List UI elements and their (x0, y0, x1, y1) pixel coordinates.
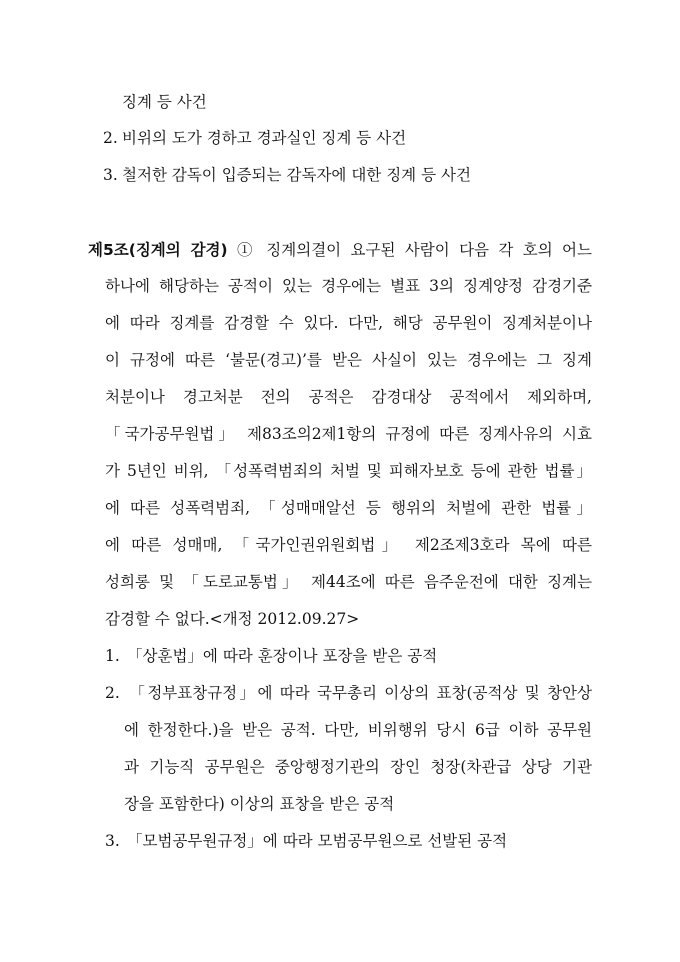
list-number: 1. (105, 647, 120, 665)
list-text: 「상훈법」에 따라 훈장이나 포장을 받은 공적 (127, 647, 438, 665)
article-line: 에 따른 성매매, 「국가인권위원회법」 제2조제3호라 목에 따른 (105, 536, 592, 554)
article-line: 처분이나 경고처분 전의 공적은 감경대상 공적에서 제외하며, (105, 388, 592, 406)
article-line: 에 따른 성폭력범죄, 「성매매알선 등 행위의 처벌에 관한 법률」 (105, 499, 592, 517)
list-number: 2. (103, 129, 118, 147)
list-text: 비위의 도가 경하고 경과실인 징계 등 사건 (122, 129, 407, 147)
list-item-continuation: 징계 등 사건 (122, 93, 207, 111)
list-number: 3. (103, 166, 118, 184)
article-line: 감경할 수 없다.<개정 2012.09.27> (105, 610, 360, 628)
list-number: 3. (105, 832, 120, 850)
article-line: 에 따라 징계를 감경할 수 있다. 다만, 해당 공무원이 징계처분이나 (105, 314, 592, 332)
list-item (105, 683, 592, 703)
article-title: 제5조(징계의 감경) (88, 241, 228, 259)
list-item-continuation: 과 기능직 공무원은 중앙행정기관의 장인 청장(차관급 상당 기관 (124, 758, 592, 776)
article-line: 성희롱 및 「도로교통법」 제44조에 따른 음주운전에 대한 징계는 (105, 573, 592, 591)
article-line: 하나에 해당하는 공적이 있는 경우에는 별표 3의 징계양정 감경기준 (105, 277, 592, 295)
article-line: 「국가공무원법」 제83조의2제1항의 규정에 따른 징계사유의 시효 (105, 425, 592, 443)
article-line: 가 5년인 비위, 「성폭력범죄의 처벌 및 피해자보호 등에 관한 법률」 (105, 462, 592, 480)
list-item-continuation: 에 한정한다.)을 받은 공적. 다만, 비위행위 당시 6급 이하 공무원 (124, 721, 592, 739)
list-text: 「모범공무원규정」에 따라 모범공무원으로 선발된 공적 (127, 832, 508, 850)
list-text: 철저한 감독이 입증되는 감독자에 대한 징계 등 사건 (122, 166, 471, 184)
list-item (105, 831, 507, 851)
list-text: 「정부표창규정」에 따라 국무총리 이상의 표창(공적상 및 창안상 (127, 684, 592, 702)
article-line: 이 규정에 따른 ‘불문(경고)’를 받은 사실이 있는 경우에는 그 징계 (105, 351, 592, 369)
article-first-line (88, 240, 592, 260)
article-text: ① 징계의결이 요구된 사람이 다음 각 호의 어느 (236, 241, 592, 259)
list-item-continuation: 장을 포함한다) 이상의 표창을 받은 공적 (124, 795, 395, 813)
list-number: 2. (105, 684, 120, 702)
list-item (105, 646, 437, 666)
list-item (103, 128, 406, 148)
list-item (103, 165, 471, 185)
